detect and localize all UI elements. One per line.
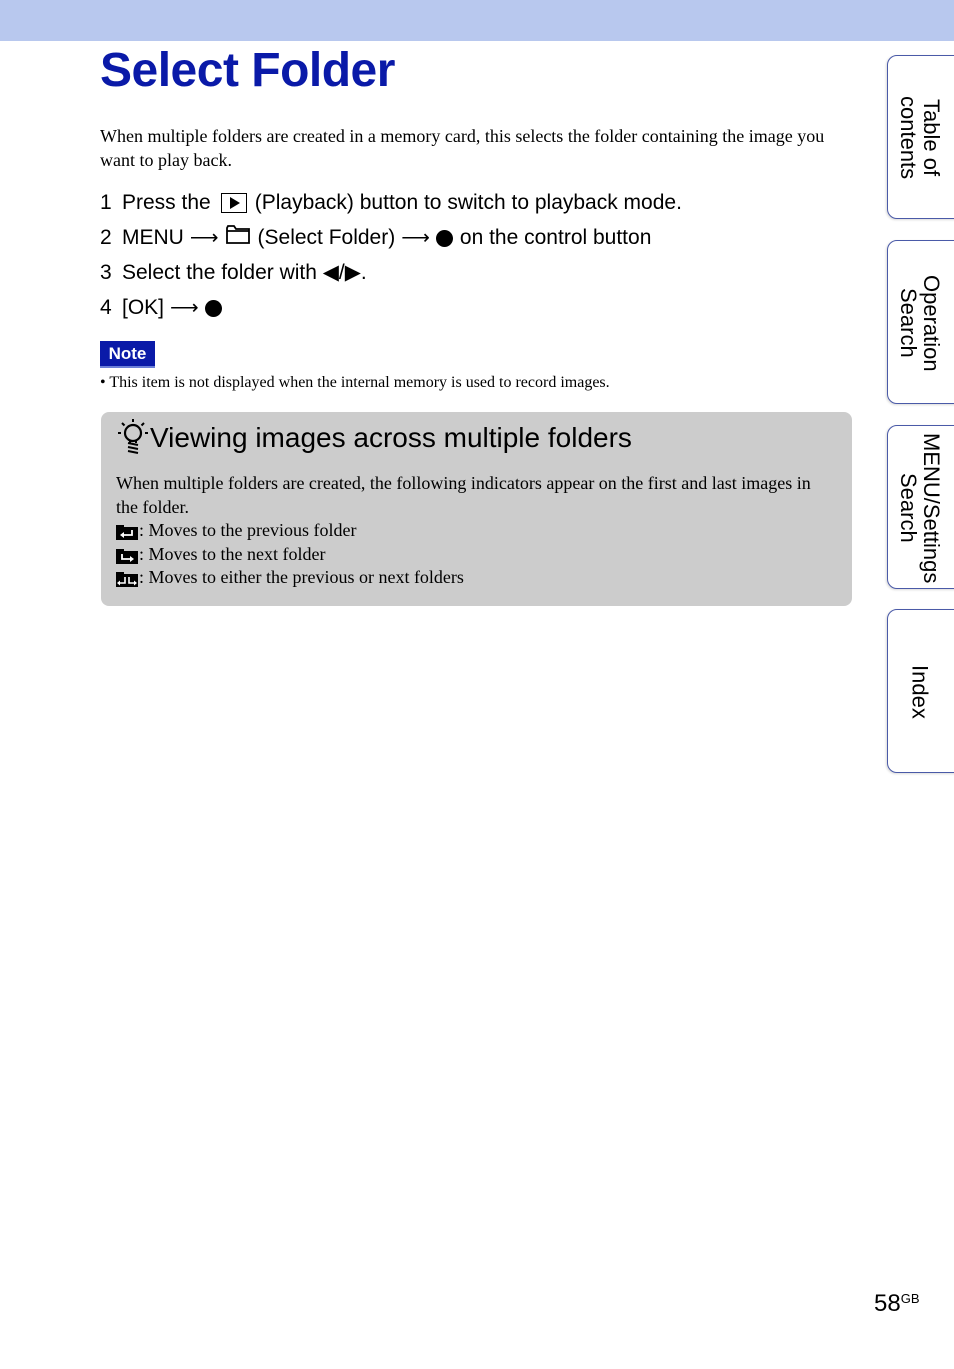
step-2 (100, 224, 651, 252)
tab-label: MENU/Settings Search (896, 432, 944, 584)
indicator-line (116, 566, 836, 590)
step-number: 3 (100, 261, 112, 284)
intro-paragraph: When multiple folders are created in a memory card, this selects the folder containing the image you want to play back. (100, 126, 825, 170)
center-button-icon (205, 300, 222, 317)
tip-box (101, 412, 852, 606)
indicator-text: : Moves to the next folder (139, 543, 326, 564)
top-bar (0, 0, 954, 41)
next-folder-icon (116, 547, 138, 562)
center-button-icon (436, 230, 453, 247)
note-text: • This item is not displayed when the internal memory is used to record images. (100, 374, 610, 391)
indicator-text: : Moves to either the previous or next folders (139, 567, 464, 587)
step-number: 2 (100, 226, 112, 249)
step-text: Select the folder with ◀/▶. (122, 261, 367, 284)
page-title: Select Folder (100, 44, 395, 97)
step-4 (100, 294, 222, 322)
step-text: on the control button (459, 226, 652, 249)
step-text: (Select Folder) (257, 226, 396, 249)
lightbulb-icon (117, 417, 151, 462)
prev-next-folder-icon (116, 570, 138, 585)
tab-table-of-contents[interactable] (887, 55, 954, 219)
indicator-line (116, 519, 836, 543)
tip-paragraph: When multiple folders are created, the following indicators appear on the first and last images in the folder. (116, 473, 811, 517)
step-3 (100, 259, 367, 287)
tab-label: Index (907, 665, 933, 719)
indicator-line (116, 543, 836, 567)
tab-label: Operation Search (896, 274, 944, 372)
step-text: [OK] (122, 296, 165, 319)
tab-label: Table of contents (896, 96, 944, 180)
page-number (874, 1290, 920, 1318)
tab-operation-search[interactable] (887, 240, 954, 404)
step-text: Press the (122, 191, 211, 214)
previous-folder-icon (116, 523, 138, 538)
step-1 (100, 189, 682, 217)
step-text: MENU (122, 226, 184, 249)
right-arrow-icon: ⟶ (189, 227, 219, 249)
page-number-suffix: GB (900, 1291, 920, 1306)
page-number-value: 58 (874, 1290, 901, 1317)
folder-icon (225, 223, 251, 253)
step-number: 1 (100, 191, 112, 214)
step-number: 4 (100, 296, 112, 319)
step-text: (Playback) button to switch to playback mode. (254, 191, 682, 214)
tab-index[interactable] (887, 609, 954, 773)
tab-menu-settings-search[interactable] (887, 425, 954, 589)
playback-icon (221, 193, 247, 213)
tip-body (116, 472, 836, 590)
tip-title: Viewing images across multiple folders (150, 422, 632, 453)
right-arrow-icon: ⟶ (170, 297, 199, 319)
indicator-text: : Moves to the previous folder (139, 520, 357, 540)
right-arrow-icon: ⟶ (401, 227, 430, 249)
note-badge: Note (100, 341, 155, 368)
